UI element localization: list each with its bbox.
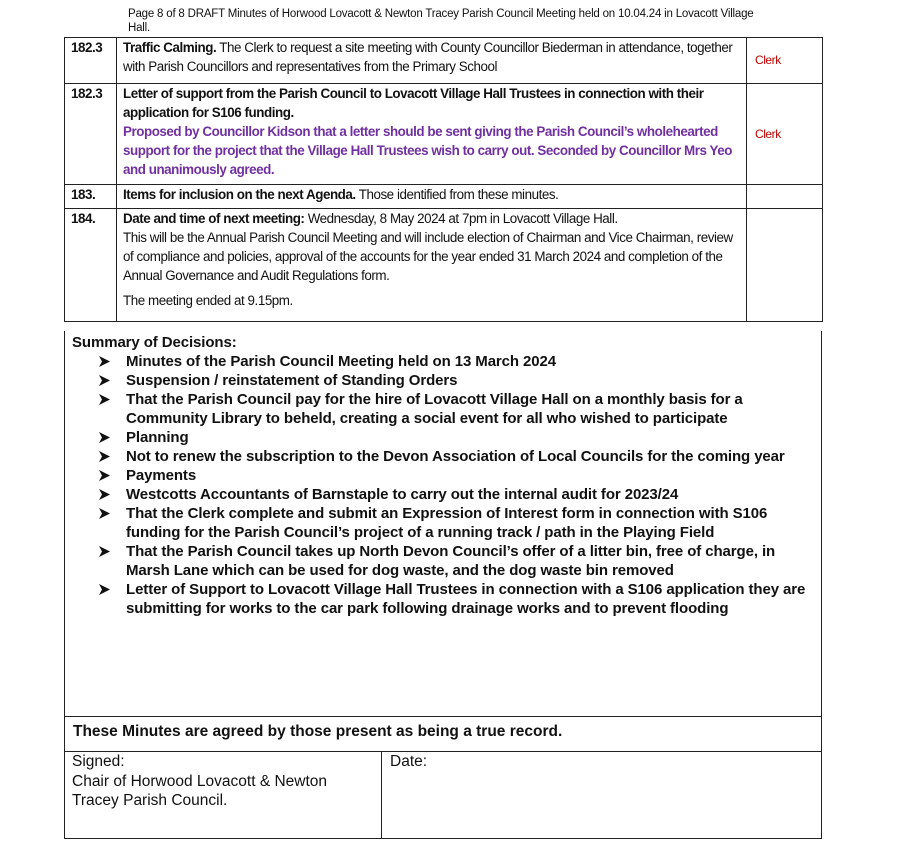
date-area: [390, 752, 427, 772]
minute-title: Traffic Calming.: [123, 40, 217, 55]
minute-body: Those identified from these minutes.: [355, 187, 559, 202]
arrow-bullet-icon: [99, 371, 113, 386]
summary-title: Summary of Decisions:: [72, 334, 237, 351]
decision-text: Minutes of the Parish Council Meeting held on 13 March 2024: [126, 353, 557, 370]
arrow-bullet-icon: [99, 352, 113, 367]
minute-title: Letter of support from the Parish Council to Lovacott Village Hall Trustees in connection with their application for S106 funding.: [123, 86, 704, 120]
minute-title: Items for inclusion on the next Agenda.: [123, 187, 356, 202]
minute-number: 183.: [65, 185, 117, 209]
action-owner: Clerk: [747, 84, 823, 185]
decision-text: Suspension / reinstatement of Standing Orders: [126, 372, 458, 389]
minute-content: [117, 209, 747, 322]
decision-text: That the Parish Council pay for the hire of Lovacott Village Hall on a monthly basis for a Community Library to beheld, creating a social event for all who wished to participate: [126, 391, 743, 427]
date-label: Date:: [390, 753, 428, 770]
minute-resolution: Proposed by Councillor Kidson that a letter should be sent giving the Parish Council’s wholehearted support for the project that the Village Hall Trustees wish to carry out. Seconded by Councillor Mrs Yeo and unanimously agreed.: [123, 124, 732, 177]
arrow-bullet-icon: [99, 390, 113, 405]
decision-item: [99, 447, 817, 466]
decision-item: [99, 580, 817, 618]
decision-item: [99, 542, 817, 580]
arrow-bullet-icon: [99, 504, 113, 519]
decision-text: Payments: [126, 467, 197, 484]
minute-content: [117, 84, 747, 185]
decision-text: Westcotts Accountants of Barnstaple to carry out the internal audit for 2023/24: [126, 486, 679, 503]
agreement-statement: These Minutes are agreed by those present as being a true record.: [64, 716, 822, 752]
arrow-bullet-icon: [99, 428, 113, 443]
decision-text: Letter of Support to Lovacott Village Hall Trustees in connection with a S106 application they are submitting for works to the car park following drainage works and to prevent flooding: [126, 581, 806, 617]
decision-item: [99, 466, 817, 485]
minute-row: [65, 185, 823, 209]
signature-block: [64, 751, 822, 839]
minute-row: [65, 209, 823, 322]
arrow-bullet-icon: [99, 485, 113, 500]
arrow-bullet-icon: [99, 466, 113, 481]
minute-content: [117, 38, 747, 84]
decision-item: [99, 485, 817, 504]
summary-of-decisions: [64, 331, 822, 717]
minutes-table: [64, 37, 823, 322]
minute-row: [65, 38, 823, 84]
decision-text: That the Clerk complete and submit an Expression of Interest form in connection with S106 funding for the Parish Council’s project of a running track / path in the Playing Field: [126, 505, 768, 541]
signature-area: [72, 752, 372, 811]
signature-divider: [381, 751, 382, 838]
minute-number: 184.: [65, 209, 117, 322]
minute-number: 182.3: [65, 84, 117, 185]
decision-text: That the Parish Council takes up North Devon Council’s offer of a litter bin, free of charge, in Marsh Lane which can be used for dog waste, and the dog waste bin removed: [126, 543, 776, 579]
minute-number: 182.3: [65, 38, 117, 84]
decision-item: [99, 371, 817, 390]
action-owner: Clerk: [747, 38, 823, 84]
decision-item: [99, 428, 817, 447]
decision-item: [99, 352, 817, 371]
meeting-end: The meeting ended at 9.15pm.: [123, 293, 293, 308]
decision-list: [99, 352, 817, 618]
minute-detail: This will be the Annual Parish Council Meeting and will include election of Chairman and Vice Chairman, review of compliance and policies, approval of the accounts for the year ended 31 March 2024 and completion of the Annual Governance and Audit Regulations form.: [123, 230, 733, 283]
action-owner: [747, 185, 823, 209]
decision-text: Planning: [126, 429, 189, 446]
chair-title: Chair of Horwood Lovacott & Newton Tracey Parish Council.: [72, 772, 328, 809]
decision-item: [99, 390, 817, 428]
signed-label: Signed:: [72, 753, 125, 770]
decision-text: Not to renew the subscription to the Devon Association of Local Councils for the coming year: [126, 448, 785, 465]
minute-content: [117, 185, 747, 209]
arrow-bullet-icon: [99, 580, 113, 595]
minute-body: The Clerk to request a site meeting with County Councillor Biederman in attendance, together with Parish Councillors and representatives from the Primary School: [123, 40, 733, 74]
page-header: Page 8 of 8 DRAFT Minutes of Horwood Lovacott & Newton Tracey Parish Council Meeting held on 10.04.24 in Lovacott Village Hall.: [128, 8, 754, 34]
decision-item: [99, 504, 817, 542]
minute-body: Wednesday, 8 May 2024 at 7pm in Lovacott Village Hall.: [304, 211, 618, 226]
arrow-bullet-icon: [99, 542, 113, 557]
action-owner: [747, 209, 823, 322]
arrow-bullet-icon: [99, 447, 113, 462]
minute-row: [65, 84, 823, 185]
minute-title: Date and time of next meeting:: [123, 211, 305, 226]
